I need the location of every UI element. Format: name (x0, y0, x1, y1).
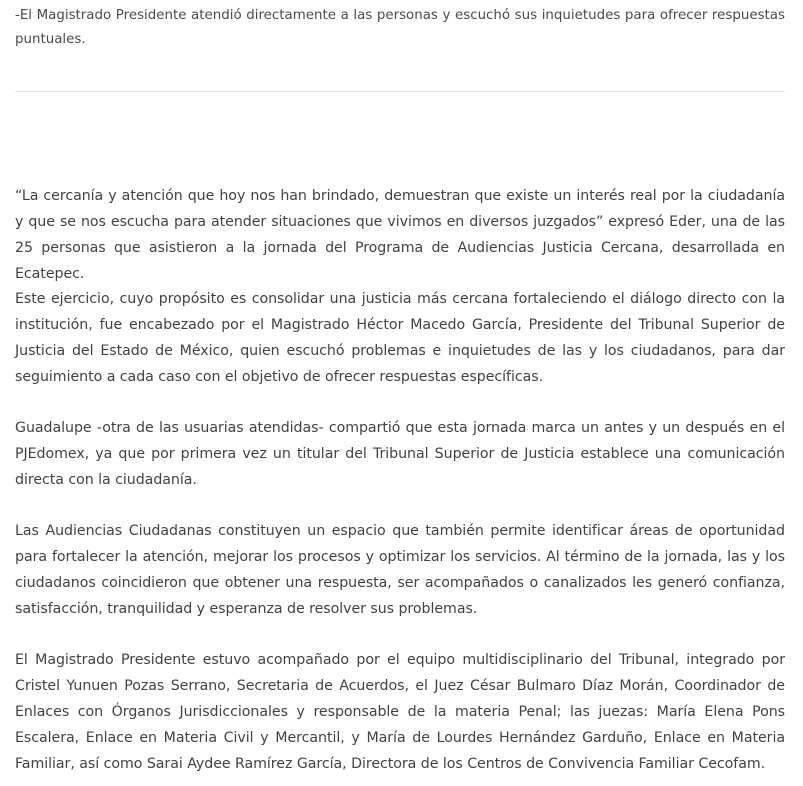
paragraph-quote-eder: “La cercanía y atención que hoy nos han brindado, demuestran que existe un interés real por la ciudadanía y que se nos escucha para atender situaciones que vivimos en diversos juzgados” expresó Eder, una de las 25 personas que asistieron a la jornada del Programa de Audiencias Justicia Cercana, desarrollada en Ecatepec. (15, 188, 785, 282)
article-lead: -El Magistrado Presidente atendió directamente a las personas y escuchó sus inquietudes para ofrecer respuestas puntuales. (15, 8, 785, 47)
paragraph-team: El Magistrado Presidente estuvo acompañado por el equipo multidisciplinario del Tribunal, integrado por Cristel Yunuen Pozas Serrano, Secretaria de Acuerdos, el Juez César Bulmaro Díaz Morán, Coordinador de Enlaces con Órganos Jurisdiccionales y responsable de la materia Penal; las juezas: María Elena Pons Escalera, Enlace en Materia Civil y Mercantil, y María de Lourdes Hernández Garduño, Enlace en Materia Familiar, así como Sarai Aydee Ramírez García, Directora de los Centros de Convivencia Familiar Cecofam. (15, 652, 785, 772)
divider (15, 91, 785, 92)
paragraph-exercise-purpose: Este ejercicio, cuyo propósito es consolidar una justicia más cercana fortaleciendo el diálogo directo con la institución, fue encabezado por el Magistrado Héctor Macedo García, Presidente del Tribunal Superior de Justicia del Estado de México, quien escuchó problemas e inquietudes de las y los ciudadanos, para dar seguimiento a cada caso con el objetivo de ofrecer respuestas específicas. (15, 291, 785, 385)
paragraph-guadalupe: Guadalupe -otra de las usuarias atendidas- compartió que esta jornada marca un antes y un después en el PJEdomex, ya que por primera vez un titular del Tribunal Superior de Justicia establece una comunicación directa con la ciudadanía. (15, 420, 785, 488)
paragraph-audiencias: Las Audiencias Ciudadanas constituyen un espacio que también permite identificar áreas de oportunidad para fortalecer la atención, mejorar los procesos y optimizar los servicios. Al término de la jornada, las y los ciudadanos coincidieron que obtener una respuesta, ser acompañados o canalizados les generó confianza, satisfacción, tranquilidad y esperanza de resolver sus problemas. (15, 523, 785, 617)
